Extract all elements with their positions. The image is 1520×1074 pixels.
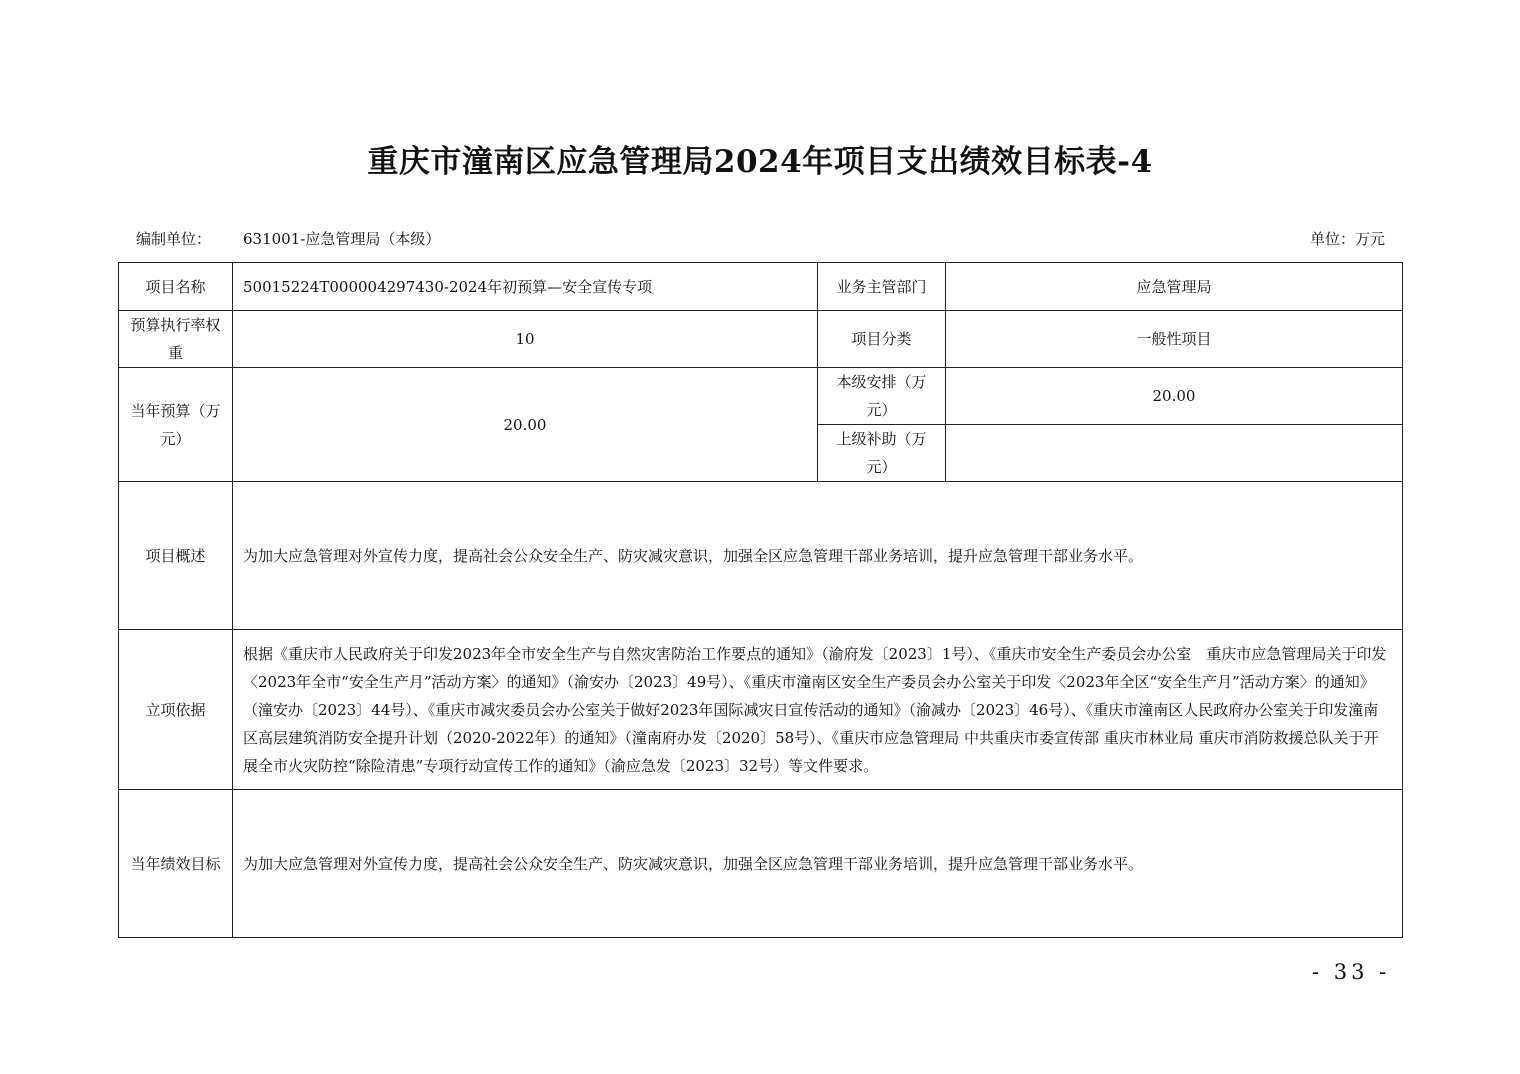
local-allocation-value: 20.00 — [946, 368, 1403, 425]
category-label: 项目分类 — [818, 311, 946, 368]
currency-unit: 单位：万元 — [1310, 230, 1386, 248]
exec-rate-label: 预算执行率权重 — [119, 311, 233, 368]
project-name-label: 项目名称 — [119, 263, 233, 311]
table-row — [119, 368, 1403, 425]
goal-label: 当年绩效目标 — [119, 790, 233, 938]
compiling-unit-label: 编制单位： — [136, 230, 212, 248]
superior-subsidy-label: 上级补助（万元） — [818, 425, 946, 482]
local-allocation-label: 本级安排（万元） — [818, 368, 946, 425]
basis-label: 立项依据 — [119, 630, 233, 790]
dept-value: 应急管理局 — [946, 263, 1403, 311]
superior-subsidy-value — [946, 425, 1403, 482]
budget-value: 20.00 — [233, 368, 818, 482]
page-number: - 33 - — [1312, 960, 1391, 984]
overview-label: 项目概述 — [119, 482, 233, 630]
exec-rate-value: 10 — [233, 311, 818, 368]
goal-value: 为加大应急管理对外宣传力度，提高社会公众安全生产、防灾减灾意识，加强全区应急管理干部业务培训，提升应急管理干部业务水平。 — [233, 790, 1403, 938]
project-name-value: 50015224T000004297430-2024年初预算—安全宣传专项 — [233, 263, 818, 311]
page-title: 重庆市潼南区应急管理局2024年项目支出绩效目标表-4 — [367, 144, 1153, 180]
compiling-unit-value: 631001-应急管理局（本级） — [243, 230, 441, 248]
category-value: 一般性项目 — [946, 311, 1403, 368]
budget-label: 当年预算（万元） — [119, 368, 233, 482]
table-row — [119, 482, 1403, 630]
table-row — [119, 630, 1403, 790]
table-row — [119, 311, 1403, 368]
dept-label: 业务主管部门 — [818, 263, 946, 311]
performance-target-table — [118, 262, 1403, 938]
overview-value: 为加大应急管理对外宣传力度，提高社会公众安全生产、防灾减灾意识，加强全区应急管理干部业务培训，提升应急管理干部业务水平。 — [233, 482, 1403, 630]
basis-value: 根据《重庆市人民政府关于印发2023年全市安全生产与自然灾害防治工作要点的通知》（渝府发〔2023〕1号）、《重庆市安全生产委员会办公室 重庆市应急管理局关于印发〈2023年全市“安全生产月”活动方案〉的通知》（渝安办〔2023〕49号）、《重庆市潼南区安全生产委员会办公室关于印发〈2023年全区“安全生产月”活动方案〉的通知》（潼安办〔2023〕44号）、《重庆市减灾委员会办公室关于做好2023年国际减灾日宣传活动的通知》（渝减办〔2023〕46号）、《重庆市潼南区人民政府办公室关于印发潼南区高层建筑消防安全提升计划（2020-2022年）的通知》（潼南府办发〔2020〕58号）、《重庆市应急管理局 中共重庆市委宣传部 重庆市林业局 重庆市消防救援总队关于开展全市火灾防控“除险清患”专项行动宣传工作的通知》（渝应急发〔2023〕32号）等文件要求。 — [233, 630, 1403, 790]
table-row — [119, 263, 1403, 311]
table-row — [119, 790, 1403, 938]
